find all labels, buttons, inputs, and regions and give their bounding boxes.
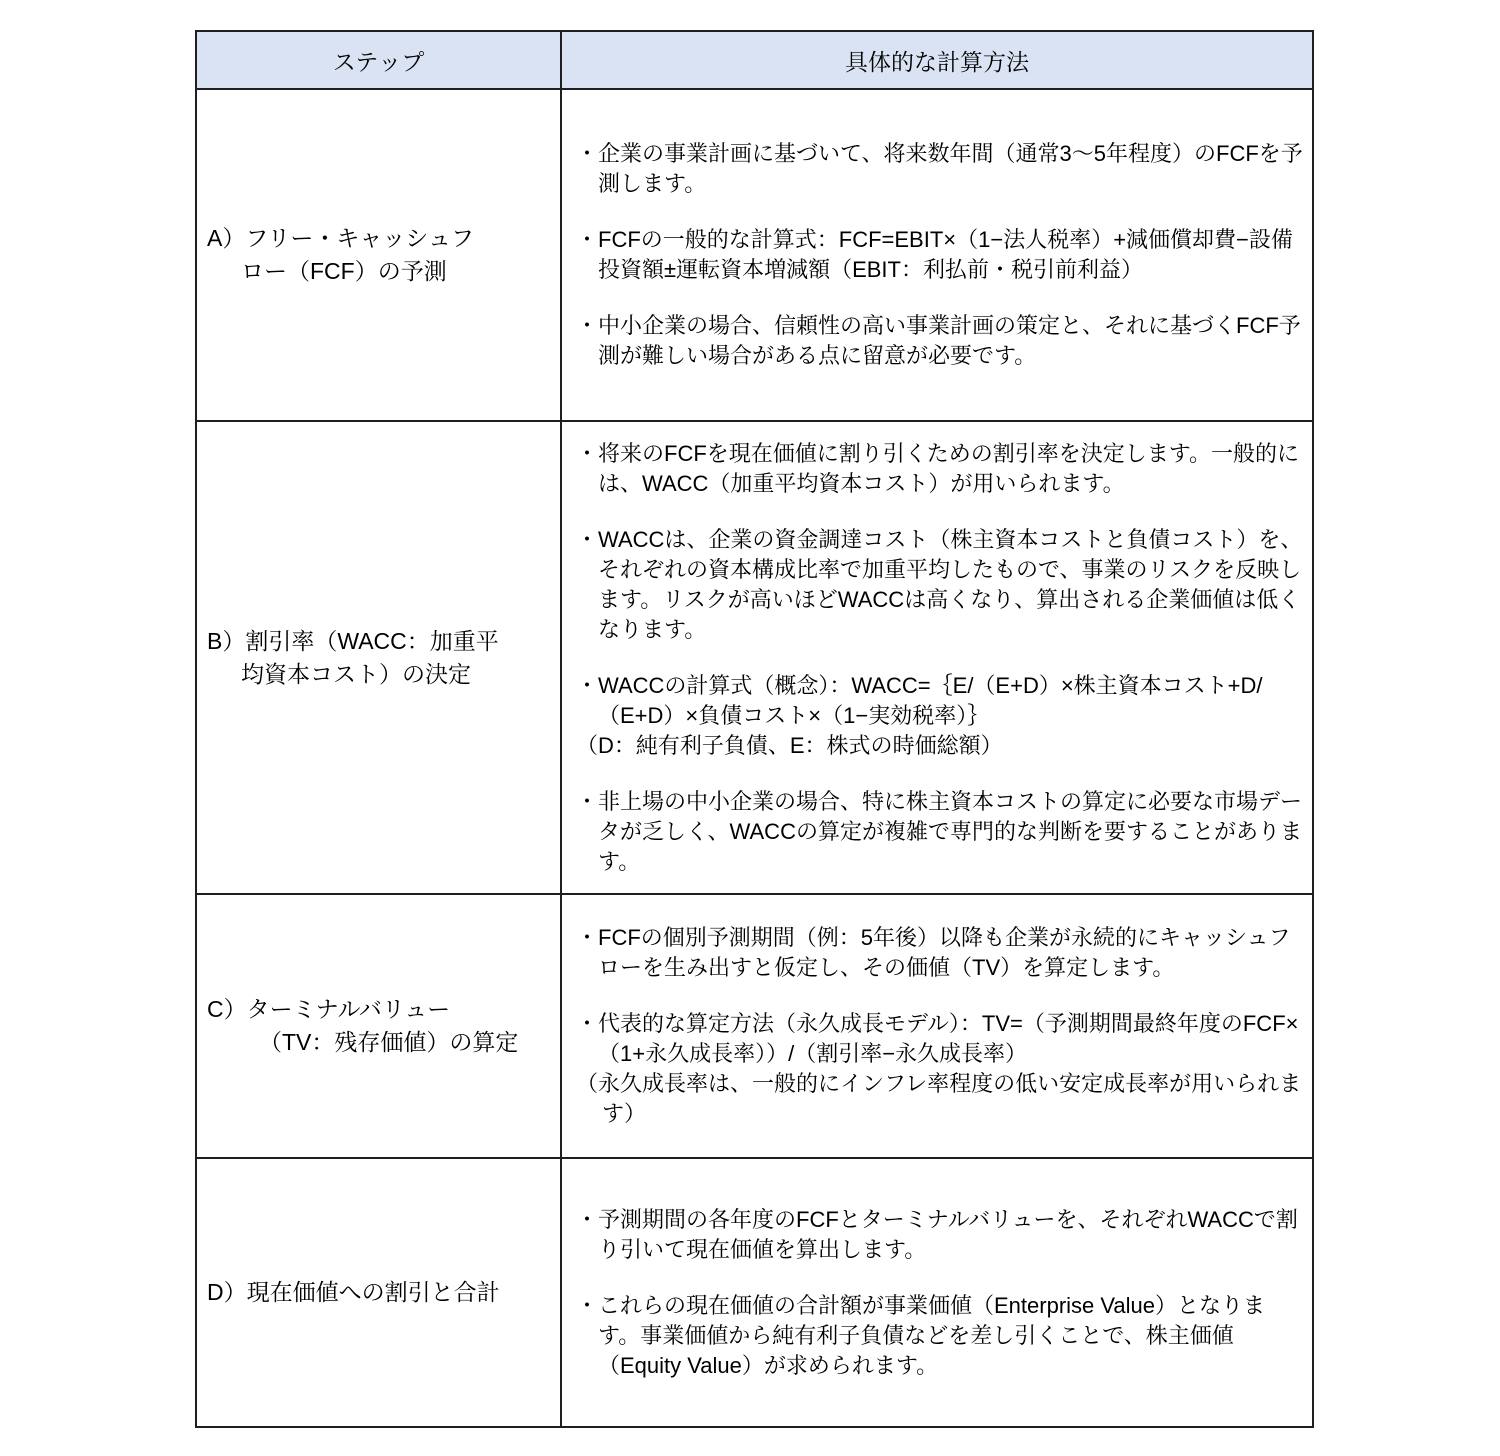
method-paragraph: ・これらの現在価値の合計額が事業価値（Enterprise Value）となります。事業価値から純有利子負債などを差し引くことで、株主価値（Equity Value）が求められます。 xyxy=(576,1292,1266,1378)
step-label-line1: B）割引率（WACC：加重平 xyxy=(207,627,499,654)
table-row-d xyxy=(196,1158,1313,1427)
table-row-c xyxy=(196,894,1313,1158)
method-paragraph-note: （D：純有利子負債、E：株式の時価総額） xyxy=(576,732,1003,758)
method-paragraph: ・FCFの個別予測期間（例：5年後）以降も企業が永続的にキャッシュフローを生み出すと仮定し、その価値（TV）を算定します。 xyxy=(576,925,1291,980)
step-label-line1: D）現在価値への割引と合計 xyxy=(207,1279,500,1305)
header-cell-method: 具体的な計算方法 xyxy=(561,31,1313,89)
method-paragraph: ・中小企業の場合、信頼性の高い事業計画の策定と、それに基づくFCF予測が難しい場合がある点に留意が必要です。 xyxy=(576,313,1301,368)
row-d-step-cell xyxy=(196,1158,561,1427)
row-d-method-cell xyxy=(561,1158,1313,1427)
method-paragraph: ・予測期間の各年度のFCFとターミナルバリューを、それぞれWACCで割り引いて現在価値を算出します。 xyxy=(576,1206,1298,1262)
method-paragraph: ・WACCの計算式（概念）：WACC=｛E/（E+D）×株主資本コスト+D/（E+D）×負債コスト×（1−実効税率）｝ xyxy=(576,672,1263,728)
row-b-step-cell xyxy=(196,421,561,894)
header-cell-step: ステップ xyxy=(196,31,561,89)
table-header-row xyxy=(196,31,1313,89)
row-a-method-cell xyxy=(561,89,1313,421)
method-paragraph-note: （永久成長率は、一般的にインフレ率程度の低い安定成長率が用いられます） xyxy=(576,1071,1302,1126)
method-paragraph: ・非上場の中小企業の場合、特に株主資本コストの算定に必要な市場データが乏しく、WACCの算定が複雑で専門的な判断を要することがあります。 xyxy=(576,788,1303,874)
method-paragraph: ・FCFの一般的な計算式：FCF=EBIT×（1−法人税率）+減価償却費−設備投資額±運転資本増減額（EBIT：利払前・税引前利益） xyxy=(576,227,1293,282)
dcf-steps-table xyxy=(195,30,1314,1428)
step-label-line2: 均資本コスト）の決定 xyxy=(241,660,471,687)
step-label-line1: A）フリー・キャッシュフ xyxy=(207,225,474,251)
method-paragraph: ・将来のFCFを現在価値に割り引くための割引率を決定します。一般的には、WACC（加重平均資本コスト）が用いられます。 xyxy=(576,440,1300,496)
row-c-method-cell xyxy=(561,894,1313,1158)
method-paragraph: ・WACCは、企業の資金調達コスト（株主資本コストと負債コスト）を、それぞれの資本構成比率で加重平均したもので、事業のリスクを反映します。リスクが高いほどWACCは高くなり、算出される企業価値は低くなります。 xyxy=(576,526,1303,642)
step-label-line1: C）ターミナルバリュー xyxy=(207,996,451,1022)
row-a-step-cell xyxy=(196,89,561,421)
row-c-step-cell xyxy=(196,894,561,1158)
method-paragraph: ・企業の事業計画に基づいて、将来数年間（通常3〜5年程度）のFCFを予測します。 xyxy=(576,141,1303,196)
method-paragraph: ・代表的な算定方法（永久成長モデル）：TV=（予測期間最終年度のFCF×（1+永久成長率））/（割引率−永久成長率） xyxy=(576,1011,1299,1066)
step-label-line2: （TV：残存価値）の算定 xyxy=(259,1029,519,1055)
table-row-b xyxy=(196,421,1313,894)
row-b-method-cell xyxy=(561,421,1313,894)
step-label-line2: ロー（FCF）の予測 xyxy=(241,258,447,284)
table-row-a xyxy=(196,89,1313,421)
